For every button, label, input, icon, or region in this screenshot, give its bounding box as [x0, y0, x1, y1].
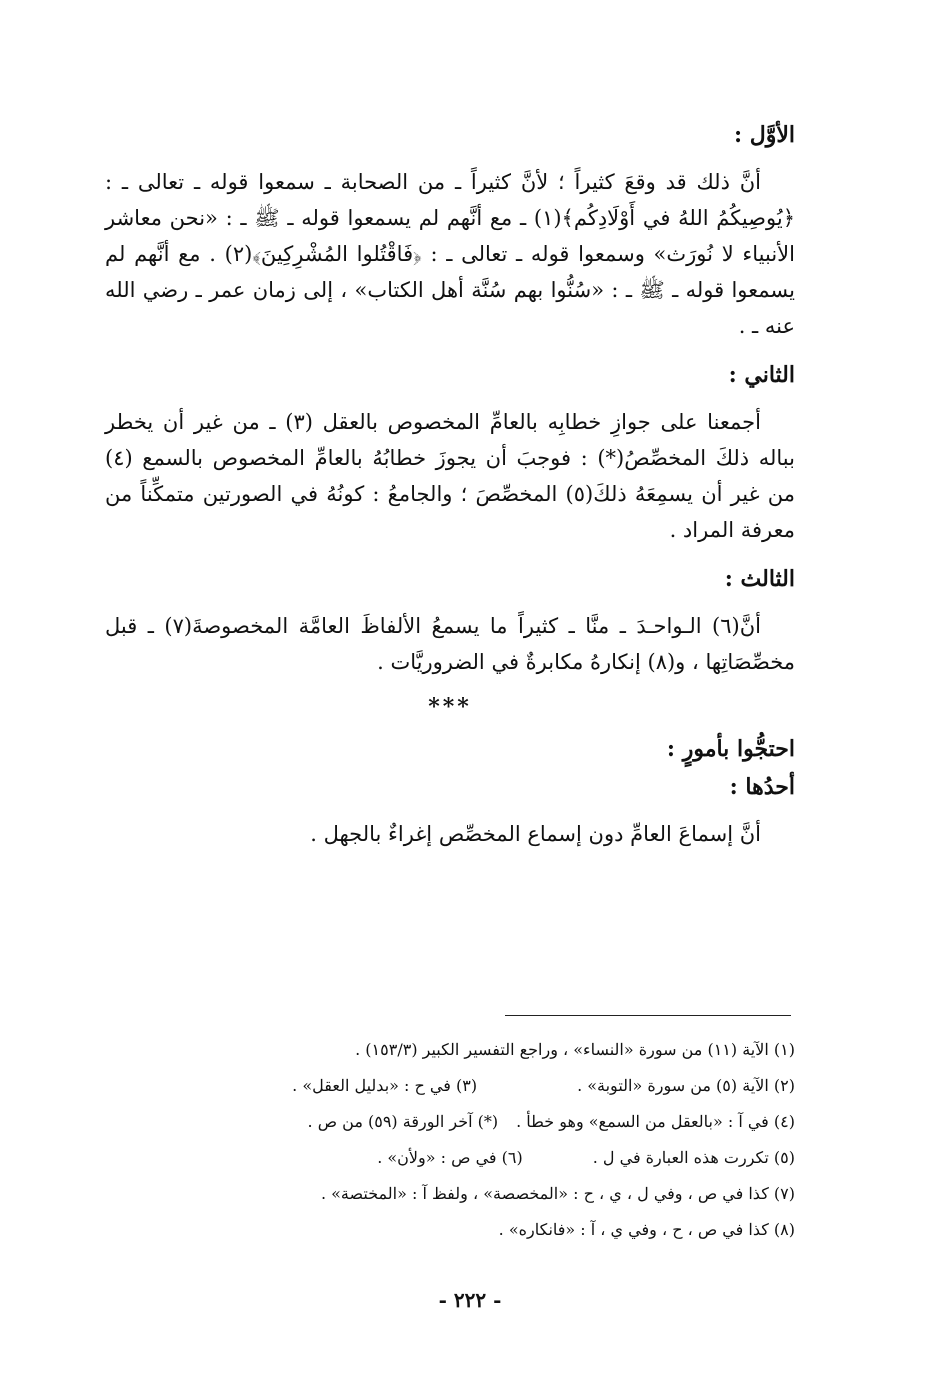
- argument-one-text: أنَّ إسماعَ العامِّ دون إسماع المخصِّص إغراءٌ بالجهل .: [310, 822, 761, 846]
- argument-one-heading: أحدُها :: [729, 774, 795, 800]
- footnote-entry: (٥) تكررت هذه العبارة في ل .: [592, 1148, 795, 1167]
- footnote-entry: (٨) كذا في ص ، ح ، وفي ي ، آ : «فانكاره» .: [498, 1220, 795, 1239]
- section-heading-second: الثاني :: [728, 362, 795, 388]
- footnote-entry: (*) آخر الورقة (٥٩) من ص .: [307, 1112, 499, 1131]
- section-text-third: أنَّ(٦) الـواحـدَ ـ منَّا ـ كثيراً ما يسمعُ الألفاظَ العامَّة المخصوصةَ(٧) ـ قبل مخصِّصَاتِها ، و(٨) إنكارهُ مكابرةٌ في الضروريَّات .: [105, 614, 795, 674]
- footnote-row: [215, 1140, 795, 1176]
- footnote-divider: [505, 1015, 791, 1016]
- section-text-second: أجمعنا على جوازِ خطابِه بالعامِّ المخصوص بالعقل (٣) ـ من غير أن يخطر بباله ذلكَ المخصِّصُ(*) : فوجبَ أن يجوزَ خطابُهُ بالعامِّ المخصوص بالسمع (٤) من غير أن يسمِعَهُ ذلكَ(٥) المخصِّصَ ؛ والجامعُ : كونُهُ في الصورتين متمكِّناً من معرفة المراد .: [105, 410, 795, 542]
- footnote-entry: (٧) كذا في ص ، وفي ل ، ي ، ح : «المخصصة» ، ولفظ آ : «المختصة» .: [320, 1184, 795, 1203]
- footnote-entry: (٣) في ح : «بدليل العقل» .: [292, 1076, 478, 1095]
- footnote-row: [215, 1176, 795, 1212]
- footnote-entry: (١) الآية (١١) من سورة «النساء» ، وراجع التفسير الكبير (١٥٣/٣) .: [355, 1040, 795, 1059]
- page-number: - ٢٢٢ -: [438, 1288, 502, 1312]
- footnote-entry: (٢) الآية (٥) من سورة «التوبة» .: [577, 1076, 795, 1095]
- page-body: [105, 118, 795, 866]
- footnote-row: [215, 1212, 795, 1248]
- arguments-heading: احتجُّوا بأمورٍ :: [666, 736, 795, 762]
- footnote-entry: (٤) في آ : «بالعقل من السمع» وهو خطأ .: [516, 1112, 795, 1131]
- footnote-row: [215, 1104, 795, 1140]
- section-text-first: أنَّ ذلك قد وقعَ كثيراً ؛ لأنَّ كثيراً ـ من الصحابة ـ سمعوا قوله ـ تعالى ـ : ﴿يُوصِيكُمُ اللهُ في أَوْلَادِكُم﴾(١) ـ مع أنَّهم لم يسمعوا قوله ـ ﷺ ـ : «نحن معاشر الأنبياء لا نُورَث» وسمعوا قوله ـ تعالى ـ : ﴿فَاقْتُلوا المُشْرِكِينَ﴾(٢) . مع أنَّهم لم يسمعوا قوله ـ ﷺ ـ : «سُنُّوا بهم سُنَّة أهل الكتاب» ، إلى زمان عمر ـ رضي الله عنه ـ .: [105, 170, 796, 338]
- footnote-row: [215, 1068, 795, 1104]
- footnotes: [215, 1032, 795, 1248]
- footnote-row: [215, 1032, 795, 1068]
- section-separator: ***: [428, 694, 472, 720]
- footnote-entry: (٦) في ص : «ولأن» .: [377, 1148, 523, 1167]
- section-heading-third: الثالث :: [724, 566, 795, 592]
- section-heading-first: الأوَّل :: [733, 122, 795, 148]
